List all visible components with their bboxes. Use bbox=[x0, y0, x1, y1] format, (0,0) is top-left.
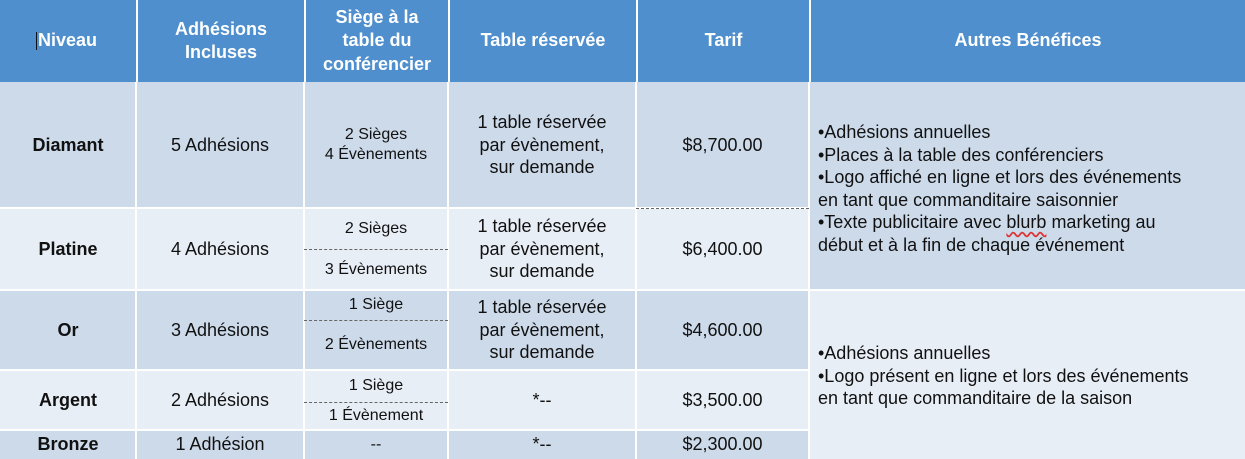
benefit-line: •Places à la table des conférenciers bbox=[818, 144, 1104, 165]
benefit-line: •Adhésions annuelles bbox=[818, 343, 991, 363]
benefit-line: début et à la fin de chaque événement bbox=[818, 234, 1125, 255]
row-platine-siege-seats: 2 Sièges bbox=[304, 208, 448, 249]
row-platine-tarif: $6,400.00 bbox=[636, 208, 809, 290]
benefits-list-standard bbox=[818, 342, 1189, 410]
header-siege: Siège à la table du conférencier bbox=[304, 0, 448, 82]
row-or-adhesions: 3 Adhésions bbox=[136, 290, 304, 370]
row-bronze-adhesions: 1 Adhésion bbox=[136, 430, 304, 459]
row-argent-niveau: Argent bbox=[0, 370, 136, 430]
row-divider bbox=[0, 429, 809, 431]
row-or-niveau: Or bbox=[0, 290, 136, 370]
row-platine-niveau: Platine bbox=[0, 208, 136, 290]
row-diamant-tarif: $8,700.00 bbox=[636, 82, 809, 208]
benefits-list-premium bbox=[818, 121, 1181, 256]
row-platine-adhesions: 4 Adhésions bbox=[136, 208, 304, 290]
col-divider bbox=[135, 82, 137, 459]
dashed-divider bbox=[304, 320, 448, 321]
benefit-line: •Texte publicitaire avec blurb marketing au bbox=[818, 212, 1156, 232]
benefit-line: •Adhésions annuelles bbox=[818, 122, 991, 142]
row-bronze-table: *-- bbox=[448, 430, 636, 459]
dashed-divider bbox=[636, 208, 809, 209]
benefit-line: en tant que commanditaire de la saison bbox=[818, 388, 1133, 408]
col-divider bbox=[808, 82, 810, 459]
row-argent-adhesions: 2 Adhésions bbox=[136, 370, 304, 430]
row-argent-tarif: $3,500.00 bbox=[636, 370, 809, 430]
row-or-tarif: $4,600.00 bbox=[636, 290, 809, 370]
row-diamant-adhesions: 5 Adhésions bbox=[136, 82, 304, 208]
header-table: Table réservée bbox=[448, 0, 636, 82]
header-niveau: Niveau bbox=[0, 0, 136, 82]
row-or-siege-events: 2 Évènements bbox=[304, 320, 448, 370]
row-diamant-table: 1 table réservée par évènement, sur demande bbox=[448, 82, 636, 208]
row-or-table: 1 table réservée par évènement, sur demande bbox=[448, 290, 636, 370]
row-platine-siege-events: 3 Évènements bbox=[304, 249, 448, 290]
row-platine-table: 1 table réservée par évènement, sur demande bbox=[448, 208, 636, 290]
row-diamant-siege-seats: 2 Sièges bbox=[344, 126, 408, 143]
benefit-line: •Logo affiché en ligne et lors des événements bbox=[818, 167, 1182, 187]
row-diamant-siege-events: 4 Évènements bbox=[324, 146, 428, 163]
col-divider bbox=[635, 82, 637, 459]
row-diamant-niveau: Diamant bbox=[0, 82, 136, 208]
row-bronze-tarif: $2,300.00 bbox=[636, 430, 809, 459]
dashed-divider bbox=[304, 249, 448, 250]
row-divider bbox=[0, 289, 1245, 291]
benefit-line: en tant que commanditaire saisonnier bbox=[818, 189, 1119, 210]
header-tarif: Tarif bbox=[636, 0, 809, 82]
dashed-divider bbox=[304, 402, 448, 403]
spellcheck-word: blurb bbox=[1006, 212, 1047, 232]
header-benefices: Autres Bénéfices bbox=[809, 0, 1245, 82]
row-argent-table: *-- bbox=[448, 370, 636, 430]
row-bronze-niveau: Bronze bbox=[0, 430, 136, 459]
header-adhesions: Adhésions Incluses bbox=[136, 0, 304, 82]
row-bronze-siege: -- bbox=[304, 430, 448, 459]
benefit-line: •Logo présent en ligne et lors des événements bbox=[818, 365, 1189, 386]
text-cursor bbox=[36, 32, 37, 50]
row-argent-siege-events: 1 Évènement bbox=[304, 402, 448, 430]
row-argent-siege-seats: 1 Siège bbox=[304, 370, 448, 402]
row-divider bbox=[0, 369, 809, 371]
row-diamant-siege bbox=[304, 82, 448, 208]
row-or-siege-seats: 1 Siège bbox=[304, 290, 448, 320]
